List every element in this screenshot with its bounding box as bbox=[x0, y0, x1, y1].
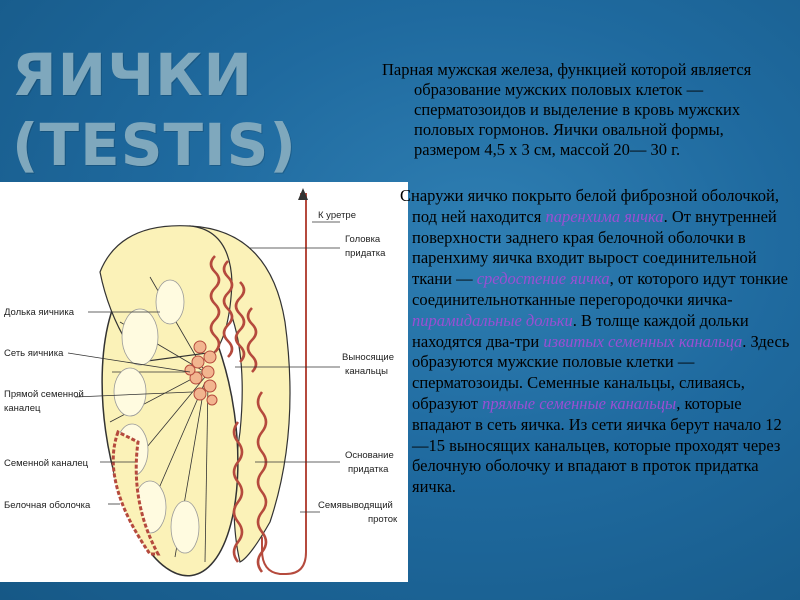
body-seg-2: . От внутренней поверхности заднего края белочной оболочки в паренхиму яичка входит вырост соединительной ткани — bbox=[412, 206, 777, 289]
label-urethra: К уретре bbox=[318, 210, 356, 221]
intro-text: Парная мужская железа, функцией которой является образование мужских половых клеток — сперматозоидов и выделение в кровь мужских половых гормонов. Яички овальной формы, размером 4,5 х 3 см, массой 20— 30 г. bbox=[382, 60, 752, 159]
testis-diagram bbox=[0, 182, 408, 582]
label-head-1: Головка bbox=[345, 234, 381, 245]
title-line-1: ЯИЧКИ bbox=[12, 41, 254, 109]
body-seg-5: . Здесь образуются мужские половые клетки — сперматозоиды. Семенные канальцы, сливаясь, образуют bbox=[412, 331, 790, 413]
body-seg-1: Снаружи яичко покрыто белой фиброзной оболочкой, под ней находится bbox=[400, 186, 779, 226]
term-straight-tubules: прямые семенные канальцы bbox=[482, 393, 677, 413]
body-text bbox=[400, 186, 795, 498]
label-seminiferous: Семенной каналец bbox=[4, 458, 89, 469]
label-lobule: Долька яичника bbox=[4, 307, 74, 318]
term-lobules: пирамидальные дольки bbox=[412, 310, 573, 330]
label-vas-1: Семявыводящий bbox=[318, 500, 393, 511]
label-base-1: Основание bbox=[345, 450, 394, 461]
label-vas-2: проток bbox=[368, 514, 398, 525]
slide-title bbox=[12, 40, 342, 180]
label-base-2: придатка bbox=[348, 464, 389, 475]
label-straight-2: каналец bbox=[4, 403, 41, 414]
term-parenchyma: паренхима яичка bbox=[545, 206, 664, 226]
label-efferent-2: канальцы bbox=[345, 366, 388, 377]
label-albuginea: Белочная оболочка bbox=[4, 500, 91, 511]
body-seg-6: , которые впадают в сеть яичка. Из сети яичка берут начало 12—15 выносящих канальцев, которые проходят через белочную оболочку и впадают в проток придатка яичка. bbox=[412, 393, 782, 497]
term-mediastinum: средостение яичка bbox=[476, 269, 610, 289]
body-seg-4: . В толще каждой дольки находятся два-три bbox=[412, 310, 749, 351]
body-paragraph bbox=[400, 186, 795, 498]
body-seg-3: , от которого идут тонкие соединительнотканные перегородочки яичка- bbox=[412, 269, 788, 309]
label-head-2: придатка bbox=[345, 248, 386, 259]
term-convoluted-tubules: извитых семенных канальца bbox=[543, 331, 743, 351]
label-straight-1: Прямой семенной bbox=[4, 389, 84, 400]
diagram-svg bbox=[0, 182, 408, 582]
label-rete: Сеть яичника bbox=[4, 348, 64, 359]
label-efferent-1: Выносящие bbox=[342, 352, 394, 363]
title-line-2: (TESTIS) bbox=[12, 111, 297, 179]
intro-paragraph bbox=[382, 60, 792, 160]
